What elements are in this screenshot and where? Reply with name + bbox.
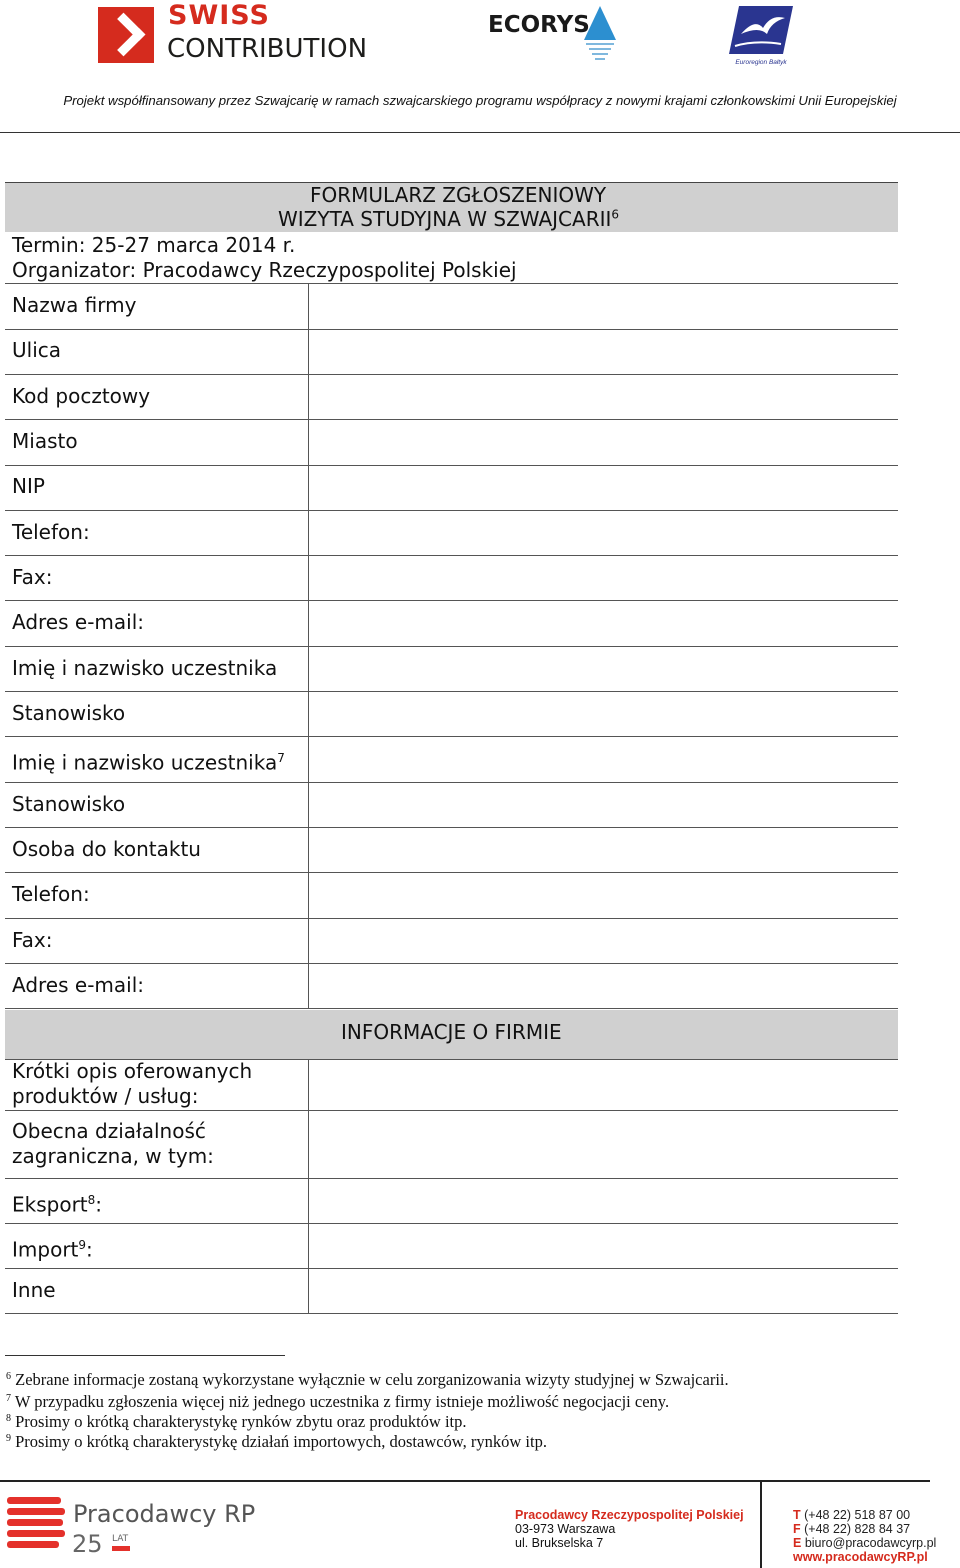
row-divider (5, 555, 898, 556)
swiss-logo-text-line1: SWISS (168, 0, 270, 31)
footer-org-name: Pracodawcy Rzeczypospolitej Polskiej (515, 1508, 744, 1522)
row-divider (5, 872, 898, 873)
form-organizer: Organizator: Pracodawcy Rzeczypospolitej Polskiej (12, 258, 517, 282)
row-divider (5, 374, 898, 375)
row-divider (5, 963, 898, 964)
footer-phone: T (+48 22) 518 87 00 (793, 1508, 911, 1522)
form-subtitle: WIZYTA STUDYJNA W SZWAJCARII$^6$ (278, 207, 620, 231)
footnote-ref-8: 8 (87, 1193, 96, 1207)
column-divider (308, 1060, 309, 1313)
footer-org-city: 03-973 Warszawa (515, 1522, 616, 1536)
row-divider (5, 1110, 898, 1111)
label-products-line1: Krótki opis oferowanych (12, 1059, 253, 1083)
footnote-ref-7: 7 (277, 751, 285, 765)
label-export: Eksport$^8$: (12, 1192, 103, 1217)
label-foreign-activity-line2: zagraniczna, w tym: (12, 1144, 214, 1168)
euroregion-logo-caption: Euroregion Bałtyk (735, 59, 787, 66)
label-city: Miasto (12, 429, 78, 453)
pracodawcy-rp-logo-text: Pracodawcy RP (73, 1500, 256, 1528)
row-divider (5, 918, 898, 919)
footnote-7: $^7$ W przypadku zgłoszenia więcej niż jednego uczestnika z firmy istnieje możliwość negocjacji ceny. (6, 1392, 670, 1411)
row-divider (5, 1313, 898, 1314)
swiss-contribution-logo-mark (98, 7, 154, 63)
label-position-1: Stanowisko (12, 701, 126, 725)
euroregion-baltyk-logo (725, 4, 797, 66)
header-cofinancing-note: Projekt współfinansowany przez Szwajcarię w ramach szwajcarskiego programu współpracy z nowymi krajami członkowskimi Unii Europejskiej (63, 93, 897, 108)
label-nip: NIP (12, 474, 45, 498)
header-divider (0, 132, 960, 133)
row-divider (5, 600, 898, 601)
footnote-ref-9: 9 (78, 1238, 87, 1252)
label-email: Adres e-mail: (12, 610, 145, 634)
label-import: Import$^9$: (12, 1237, 93, 1262)
footnote-8: $^8$ Prosimy o krótką charakterystykę rynków zbytu oraz produktów itp. (6, 1412, 467, 1431)
footer-email[interactable]: E biuro@pracodawcyrp.pl (793, 1536, 937, 1550)
label-company-name: Nazwa firmy (12, 293, 137, 317)
row-divider (5, 691, 898, 692)
company-info-title: INFORMACJE O FIRMIE (341, 1020, 562, 1044)
column-divider (308, 284, 309, 1008)
row-divider (5, 1178, 898, 1179)
footer-column-divider (760, 1480, 762, 1568)
row-divider (5, 329, 898, 330)
label-contact-person: Osoba do kontaktu (12, 837, 201, 861)
pracodawcy-rp-logo-years: 25 (72, 1530, 103, 1558)
label-contact-fax: Fax: (12, 928, 53, 952)
label-products-line2: produktów / usług: (12, 1084, 199, 1108)
footer-divider (0, 1480, 930, 1482)
row-divider (5, 1223, 898, 1224)
swiss-logo-text-line2: CONTRIBUTION (167, 34, 368, 64)
footer-fax: F (+48 22) 828 84 37 (793, 1522, 911, 1536)
label-contact-email: Adres e-mail: (12, 973, 145, 997)
ecorys-logo-mark (580, 4, 620, 64)
pracodawcy-rp-logo-mark (7, 1497, 65, 1549)
label-postcode: Kod pocztowy (12, 384, 151, 408)
label-other: Inne (12, 1278, 56, 1302)
row-divider (5, 510, 898, 511)
footer-org-street: ul. Brukselska 7 (515, 1536, 604, 1550)
form-title: FORMULARZ ZGŁOSZENIOWY (310, 183, 607, 207)
row-divider (5, 827, 898, 828)
label-position-2: Stanowisko (12, 792, 126, 816)
row-divider (5, 1008, 898, 1009)
footnote-9: $^9$ Prosimy o krótką charakterystykę działań importowych, dostawców, rynków itp. (6, 1432, 547, 1451)
pracodawcy-rp-logo-lat: LAT (112, 1534, 129, 1544)
row-divider (5, 736, 898, 737)
form-term: Termin: 25-27 marca 2014 r. (12, 233, 296, 257)
pracodawcy-rp-logo-bar (112, 1546, 130, 1551)
label-participant-2: Imię i nazwisko uczestnika$^7$ (12, 750, 285, 775)
label-phone: Telefon: (12, 520, 90, 544)
row-divider (5, 1268, 898, 1269)
label-contact-phone: Telefon: (12, 882, 90, 906)
row-divider (5, 646, 898, 647)
ecorys-logo-text: ECORYS (488, 12, 590, 38)
label-participant-1: Imię i nazwisko uczestnika (12, 656, 278, 680)
row-divider (5, 283, 898, 284)
footnote-6: $^6$ Zebrane informacje zostaną wykorzystane wyłącznie w celu zorganizowania wizyty studyjnej w Szwajcarii. (6, 1370, 729, 1389)
footnote-separator (5, 1355, 285, 1356)
label-fax: Fax: (12, 565, 53, 589)
row-divider (5, 465, 898, 466)
footer-website-link[interactable]: www.pracodawcyRP.pl (793, 1550, 928, 1564)
row-divider (5, 782, 898, 783)
footnote-ref-6: 6 (611, 207, 620, 222)
label-street: Ulica (12, 338, 62, 362)
row-divider (5, 419, 898, 420)
label-foreign-activity-line1: Obecna działalność (12, 1119, 206, 1143)
